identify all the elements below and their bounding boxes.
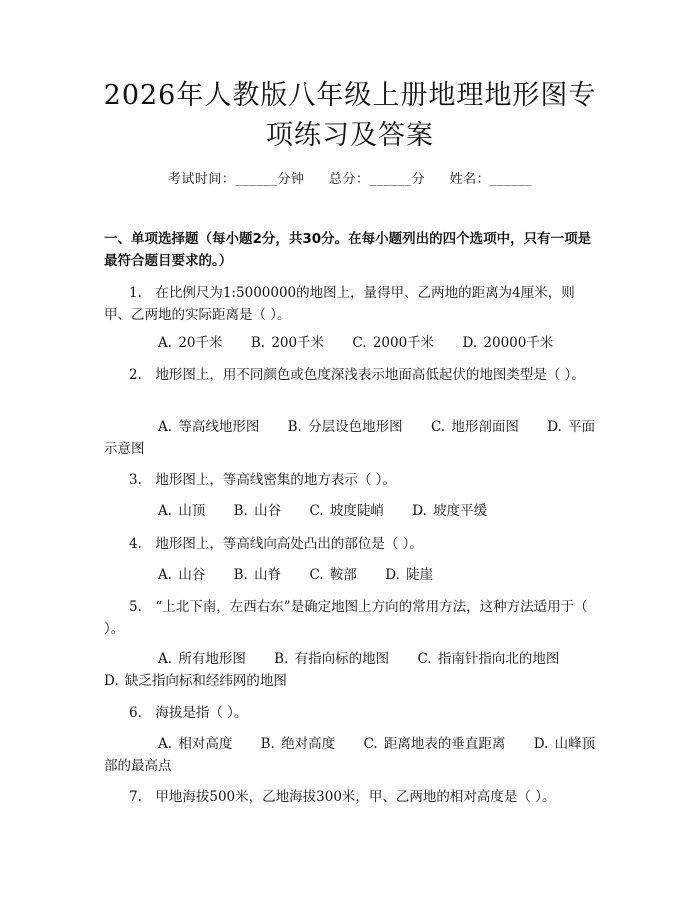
option-b: B. 200千米: [250, 335, 325, 351]
option-d: D. 坡度平缓: [412, 503, 488, 519]
question-1-options: [104, 332, 601, 354]
option-a: A. 相对高度: [158, 736, 233, 752]
option-a: A. 20千米: [158, 335, 223, 351]
option-b: B. 有指向标的地图: [274, 651, 390, 667]
question-6-stem: 6. 海拔是指（ ）。: [129, 705, 248, 721]
option-c: C. 地形剖面图: [430, 419, 519, 435]
option-b: B. 山谷: [233, 503, 282, 519]
question-2-options: [104, 416, 601, 460]
option-b: B. 分层设色地形图: [287, 419, 403, 435]
option-c: C. 鞍部: [309, 567, 357, 583]
section-heading: 一、单项选择题（每小题2分，共30分。在每小题列出的四个选项中，只有一项是最符合题目要求的。）: [104, 231, 592, 269]
option-b: B. 绝对高度: [260, 736, 336, 752]
option-c: C. 2000千米: [352, 335, 435, 351]
question-5-stem: 5. “上北下南，左西右东”是确定地图上方向的常用方法，这种方法适用于（ ）。: [104, 599, 588, 637]
option-c: C. 距离地表的垂直距离: [363, 736, 506, 752]
question-3-stem: 3. 地形图上，等高线密集的地方表示（ ）。: [129, 472, 396, 488]
option-d: D. 平面示意图: [104, 419, 596, 457]
question-5-options: [104, 648, 601, 692]
question-6-options: [104, 733, 601, 777]
option-a: A. 等高线地形图: [158, 419, 260, 435]
total-score-field: 总分：______分: [328, 172, 425, 187]
option-d: D. 缺乏指向标和经纬网的地图: [104, 673, 287, 689]
option-d: D. 山峰顶部的最高点: [104, 736, 596, 774]
exam-time-field: 考试时间：______分钟: [167, 172, 305, 187]
option-a: A. 山谷: [158, 567, 206, 583]
question-4-options: [104, 564, 601, 586]
question-7-stem: 7. 甲地海拔500米，乙地海拔300米，甲、乙两地的相对高度是（ ）。: [129, 789, 556, 805]
page-title: 2026年人教版八年级上册地理地形图专项练习及答案: [103, 80, 597, 151]
exam-info-line: [0, 168, 700, 187]
question-4-stem: 4. 地形图上，等高线向高处凸出的部位是（ ）。: [129, 536, 423, 552]
option-b: B. 山脊: [233, 567, 282, 583]
option-c: C. 坡度陡峭: [309, 503, 384, 519]
option-a: A. 所有地形图: [158, 651, 246, 667]
question-2-stem: 2. 地形图上，用不同颜色或色度深浅表示地面高低起伏的地图类型是（ ）。: [129, 367, 585, 383]
student-name-field: 姓名：______: [449, 172, 533, 187]
question-1-stem: 1. 在比例尺为1:5000000的地图上，量得甲、乙两地的距离为4厘米，则甲、乙两地的实际距离是（ ）。: [104, 285, 575, 323]
question-3-options: [104, 500, 601, 522]
option-a: A. 山顶: [158, 503, 206, 519]
option-d: D. 陡崖: [385, 567, 434, 583]
option-c: C. 指南针指向北的地图: [417, 651, 560, 667]
option-d: D. 20000千米: [462, 335, 554, 351]
